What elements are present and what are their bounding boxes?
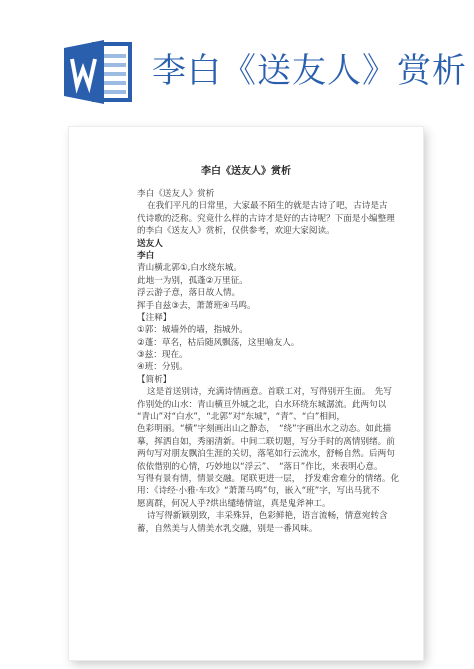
document-line: 【注释】 [137,312,172,323]
document-line: 两句写对朋友飘泊生涯的关切，落笔如行云流水，舒畅自然。后两句 [137,449,395,460]
document-page [69,127,423,660]
document-line: 蓄，自然美与人情美水乳交融，别是一番风味。 [137,523,318,534]
document-line: 作别处的山水：青山横亘外城之北，白水环绕东城潺流。此两句以 [137,399,387,410]
document-line: 用：《诗经·小雅·车攻》“萧萧马鸣”句，嵌入“班”字，写出马犹不 [137,486,380,497]
document-line: ③兹：现在。 [137,350,188,361]
document-line: 送友人 [137,238,163,249]
document-line: “青山”对“白水”，“北郭”对“东城”，“青”、“白”相间， [137,412,346,423]
document-line: ④班：分别。 [137,362,188,373]
document-line: 色彩明丽。“横”字刻画出山之静态， “绕”字画出水之动态。如此描 [137,424,392,435]
banner-title: 李白《送友人》赏析 [152,51,467,91]
document-line: 代诗歌的泛称。究竟什么样的古诗才是好的古诗呢？下面是小编整理 [137,213,395,224]
document-line: 挥手自兹③去，萧萧班④马鸣。 [137,300,256,311]
document-line: 此地一为别，孤蓬②万里征。 [137,275,248,286]
document-line: 浮云游子意，落日故人情。 [137,288,241,299]
document-line: 依依惜别的心情，巧妙地以“浮云”、 “落日”作比，来表明心意。 [137,461,383,472]
document-line: 摹，挥洒自如，秀丽清新。中间二联切题，写分手时的离情别绪。前 [137,436,395,447]
document-line: ②蓬：草名，枯后随风飘荡，这里喻友人。 [137,337,300,348]
document-line: ①郭：城墙外的墙，指城外。 [137,325,248,336]
document-line: 李白 [137,250,155,261]
document-line: 李白《送友人》赏析 [137,189,215,199]
word-icon [62,34,136,108]
document-line: 在我们平凡的日常里，大家最不陌生的就是古诗了吧，古诗是古 [147,201,388,212]
document-line: 【简析】 [137,374,172,385]
document-line: 愿离群，何况人乎?烘出缱绻情谊，真是鬼斧神工。 [137,498,331,509]
document-line: 诗写得新颖别致，丰采殊异，色彩鲜艳，语言流畅，情意宛转含 [147,511,388,522]
document-title: 李白《送友人》赏析 [201,166,291,177]
document-line: 这是首送别诗，充满诗情画意。首联工对，写得别开生面。 先写 [147,387,392,398]
document-body [137,188,429,535]
document-line: 青山横北郭①,白水绕东城。 [137,263,242,274]
banner-header [0,0,474,125]
document-line: 写得有景有情，情景交融。尾联更进一层， 抒发难舍难分的情绪。化 [137,473,400,484]
document-line: 的李白《送友人》赏析，仅供参考，欢迎大家阅读。 [137,226,335,237]
